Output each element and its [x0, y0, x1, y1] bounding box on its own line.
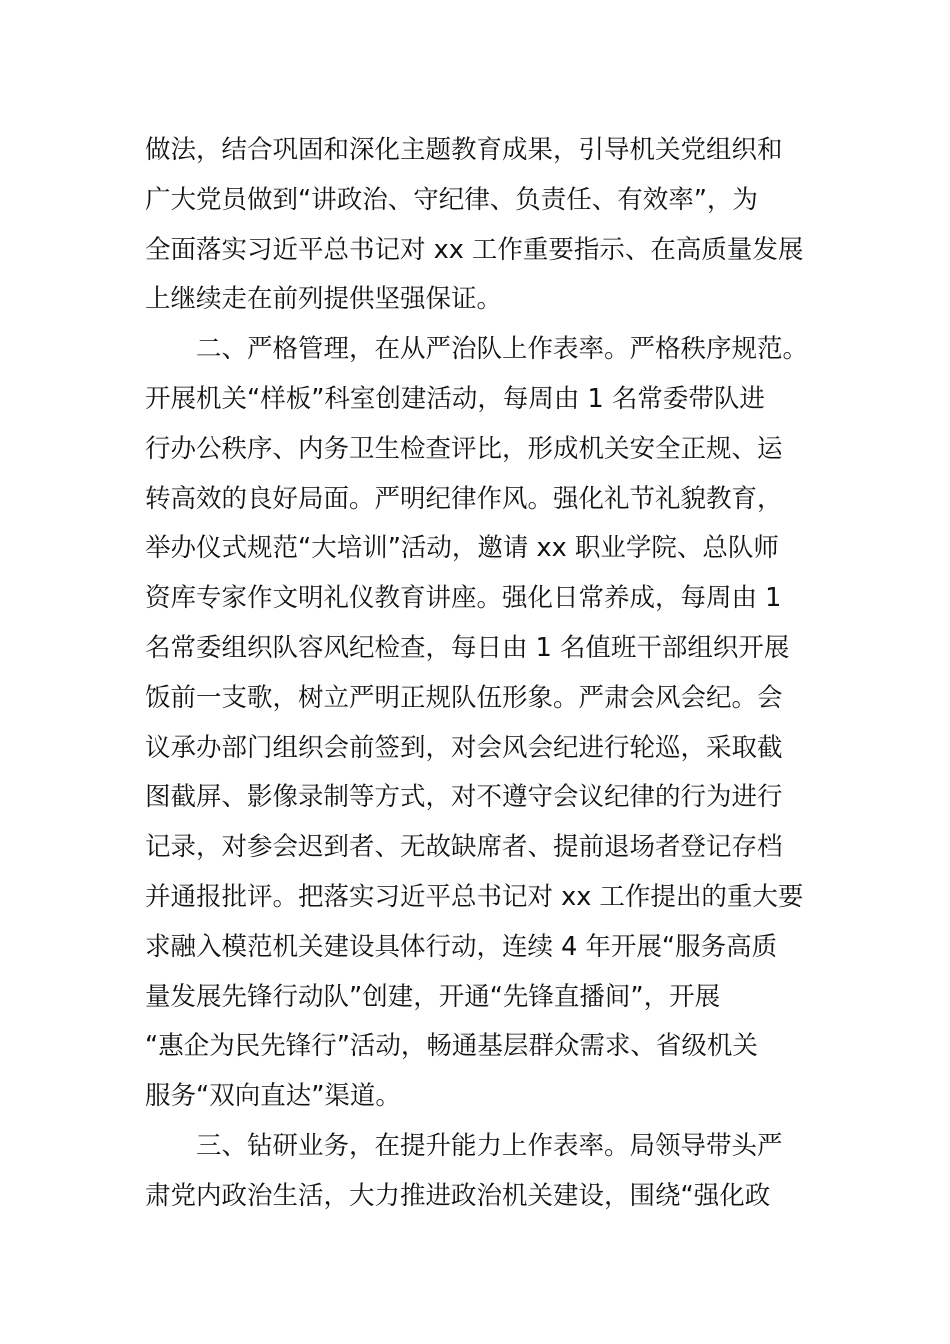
text-line-15: 记录，对参会迟到者、无故缺席者、提前退场者登记存档: [145, 832, 783, 863]
text-line-6: 开展机关“样板”科室创建活动，每周由 1 名常委带队进: [145, 383, 765, 414]
section-two-heading-line: 二、严格管理，在从严治队上作表率。严格秩序规范。: [196, 334, 809, 365]
body-text: [145, 126, 809, 1222]
text-line-22: 肃党内政治生活，大力推进政治机关建设，围绕“强化政: [145, 1180, 771, 1211]
text-line-12: 饭前一支歌，树立严明正规队伍形象。严肃会风会纪。会: [145, 682, 783, 713]
text-line-8: 转高效的良好局面。严明纪律作风。强化礼节礼貌教育，: [145, 483, 783, 514]
text-line-7: 行办公秩序、内务卫生检查评比，形成机关安全正规、运: [145, 433, 783, 464]
text-line-13: 议承办部门组织会前签到，对会风会纪进行轮巡，采取截: [145, 732, 783, 763]
text-line-18: 量发展先锋行动队”创建，开通“先锋直播间”，开展: [145, 981, 721, 1012]
text-line-17: 求融入模范机关建设具体行动，连续 4 年开展“服务高质: [145, 931, 778, 962]
section-three-heading-line: 三、钻研业务，在提升能力上作表率。局领导带头严: [196, 1130, 783, 1161]
text-line-3: 全面落实习近平总书记对 xx 工作重要指示、在高质量发展: [145, 234, 804, 265]
text-line-4: 上继续走在前列提供坚强保证。: [145, 284, 503, 315]
text-line-2: 广大党员做到“讲政治、守纪律、负责任、有效率”，为: [145, 184, 758, 215]
text-line-1: 做法，结合巩固和深化主题教育成果，引导机关党组织和: [145, 135, 783, 165]
text-line-10: 资库专家作文明礼仪教育讲座。强化日常养成，每周由 1: [145, 583, 782, 614]
text-line-9: 举办仪式规范“大培训”活动，邀请 xx 职业学院、总队师: [145, 533, 779, 564]
text-line-16: 并通报批评。把落实习近平总书记对 xx 工作提出的重大要: [145, 881, 804, 912]
text-line-14: 图截屏、影像录制等方式，对不遵守会议纪律的行为进行: [145, 782, 783, 813]
text-line-11: 名常委组织队容风纪检查，每日由 1 名值班干部组织开展: [145, 632, 790, 663]
text-line-20: 服务“双向直达”渠道。: [145, 1081, 401, 1112]
text-line-19: “惠企为民先锋行”活动，畅通基层群众需求、省级机关: [145, 1031, 758, 1062]
